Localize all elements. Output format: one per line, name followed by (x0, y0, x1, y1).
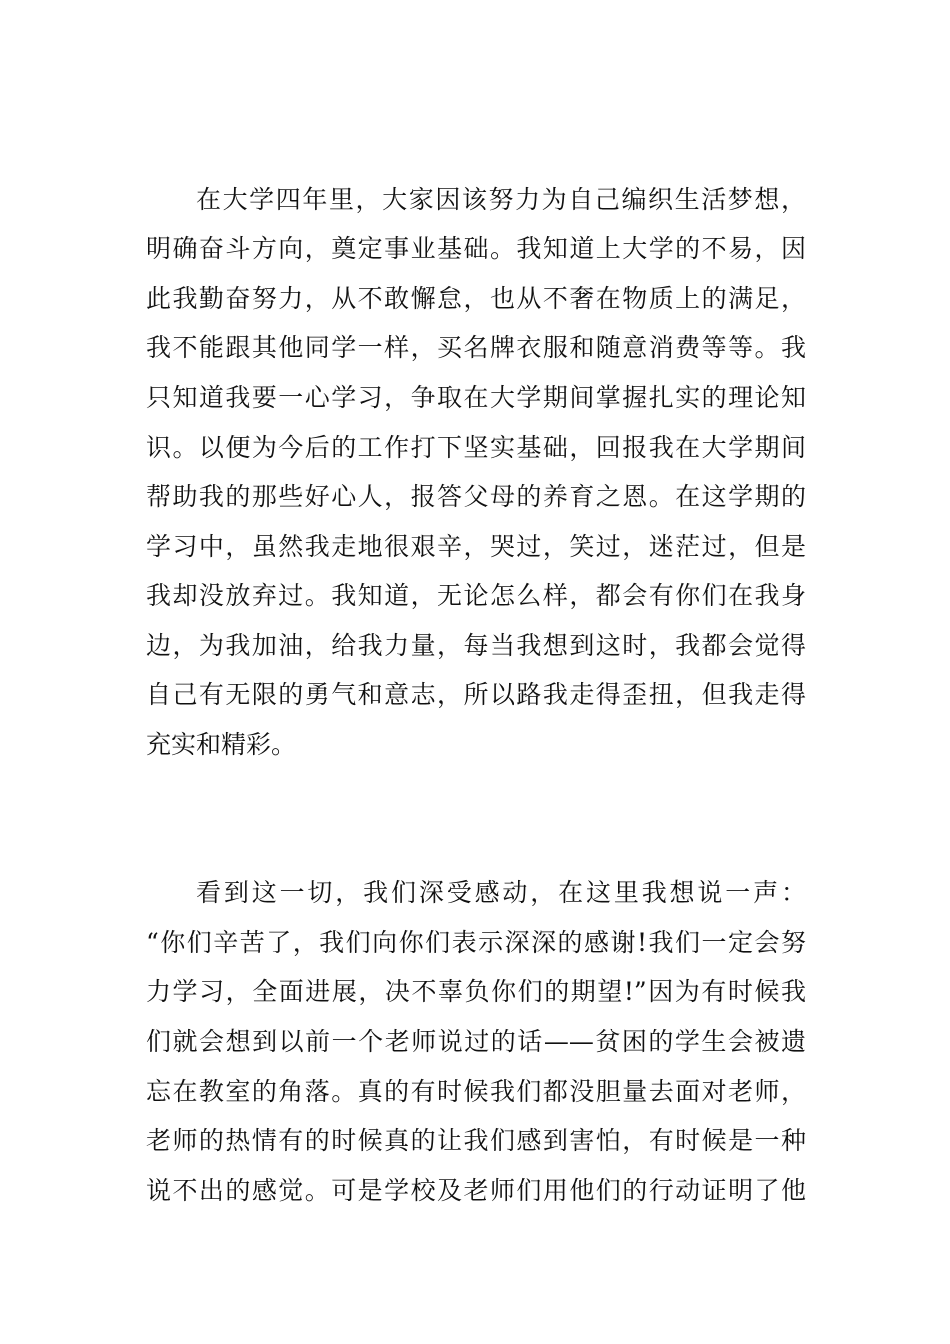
paragraph-line: 在大学四年里，大家因该努力为自己编织生活梦想， (196, 185, 806, 214)
paragraph-line: 力学习，全面进展，决不辜负你们的期望!”因为有时候我 (146, 977, 806, 1006)
paragraph-line: 此我勤奋努力，从不敢懈怠，也从不奢在物质上的满足， (146, 284, 806, 313)
paragraph-line: 看到这一切，我们深受感动，在这里我想说一声： (196, 878, 806, 907)
paragraph-line: 只知道我要一心学习，争取在大学期间掌握扎实的理论知 (146, 383, 806, 412)
paragraph-line: 充实和精彩。 (146, 730, 297, 759)
paragraph-line: 说不出的感觉。可是学校及老师们用他们的行动证明了他 (146, 1176, 806, 1205)
paragraph-line: 忘在教室的角落。真的有时候我们都没胆量去面对老师， (146, 1077, 806, 1106)
paragraph-line: 识。以便为今后的工作打下坚实基础，回报我在大学期间 (146, 433, 806, 462)
paragraph-line: 明确奋斗方向，奠定事业基础。我知道上大学的不易，因 (146, 234, 806, 263)
paragraph-line: 们就会想到以前一个老师说过的话——贫困的学生会被遗 (146, 1027, 806, 1056)
paragraph-line: 自己有无限的勇气和意志，所以路我走得歪扭，但我走得 (146, 680, 806, 709)
paragraph-line: 帮助我的那些好心人，报答父母的养育之恩。在这学期的 (146, 482, 806, 511)
paragraph-line: 我却没放弃过。我知道，无论怎么样，都会有你们在我身 (146, 581, 806, 610)
paragraph-line: 边，为我加油，给我力量，每当我想到这时，我都会觉得 (146, 631, 806, 660)
paragraph-line: 我不能跟其他同学一样，买名牌衣服和随意消费等等。我 (146, 333, 806, 362)
paragraph-line: “你们辛苦了，我们向你们表示深深的感谢!我们一定会努 (146, 928, 806, 957)
paragraph-line: 老师的热情有的时候真的让我们感到害怕，有时候是一种 (146, 1126, 806, 1155)
paragraph-line: 学习中，虽然我走地很艰辛，哭过，笑过，迷茫过，但是 (146, 532, 806, 561)
